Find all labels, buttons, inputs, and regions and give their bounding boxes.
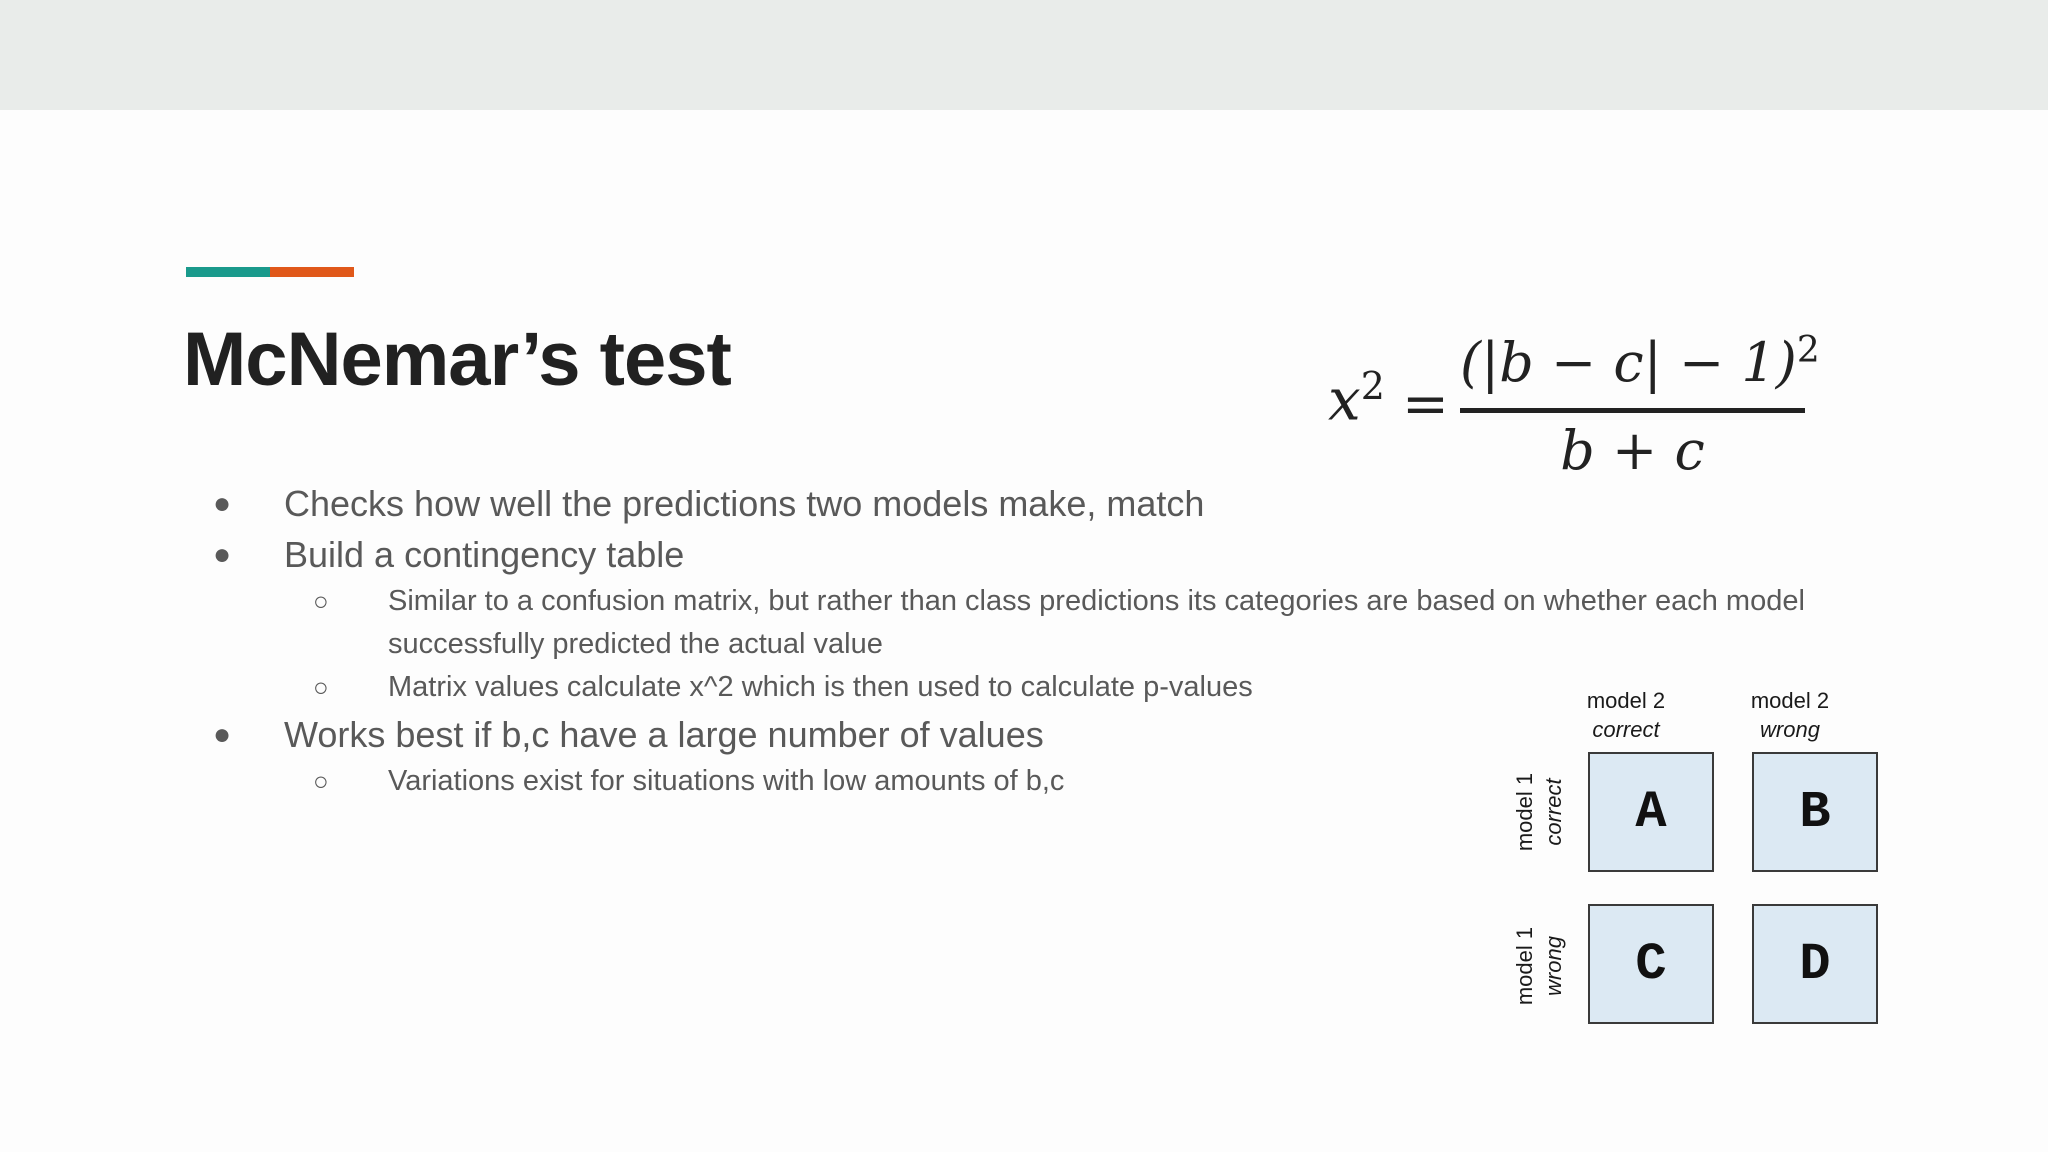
- sub-bullet-circle: ○: [313, 586, 329, 616]
- bullet-dot: ●: [213, 718, 232, 751]
- sub-bullet-circle: ○: [313, 672, 329, 702]
- contingency-table-diagram: [1510, 678, 1890, 1038]
- fraction-bar: [1460, 408, 1805, 413]
- formula-lhs: $x^2$: [1328, 364, 1385, 434]
- cell-a: A: [1588, 752, 1714, 872]
- bullet-dot: ●: [213, 538, 232, 571]
- accent-bar-teal: [186, 267, 270, 277]
- col-header-model2-correct: model 2 correct: [1586, 688, 1666, 742]
- top-band: [0, 0, 2048, 110]
- sub-bullet-text: Matrix values calculate x^2 which is then used to calculate p-values: [388, 671, 1253, 703]
- formula-denominator: b + c: [1560, 419, 1705, 482]
- formula-numerator: $(|b - c| - 1)^2$: [1460, 330, 1820, 394]
- cell-d: D: [1752, 904, 1878, 1024]
- bullet-item: [208, 478, 1828, 529]
- formula-fraction: [1460, 312, 1820, 485]
- sub-bullet-text: Variations exist for situations with low amounts of b,c: [388, 765, 1065, 797]
- row-header-model1-wrong: model 1 wrong: [1512, 926, 1566, 1006]
- bullet-text: Checks how well the predictions two models make, match: [284, 483, 1205, 524]
- cell-c: C: [1588, 904, 1714, 1024]
- formula-equals: =: [1402, 372, 1449, 437]
- row-header-model1-correct: model 1 correct: [1512, 772, 1566, 852]
- mcnemar-formula: [1320, 312, 1820, 482]
- cell-b: B: [1752, 752, 1878, 872]
- bullet-text: Works best if b,c have a large number of values: [284, 714, 1044, 755]
- bullet-dot: ●: [213, 487, 232, 520]
- sub-bullet-circle: ○: [313, 766, 329, 796]
- slide-title: McNemar’s test: [183, 317, 731, 402]
- bullet-text: Build a contingency table: [284, 534, 685, 575]
- sub-bullet-item: [284, 580, 1828, 666]
- sub-bullet-text: Similar to a confusion matrix, but rather than class predictions its categories are based on whether each model successfully predicted the actual value: [388, 585, 1805, 660]
- col-header-model2-wrong: model 2 wrong: [1750, 688, 1830, 742]
- accent-bar-orange: [270, 267, 354, 277]
